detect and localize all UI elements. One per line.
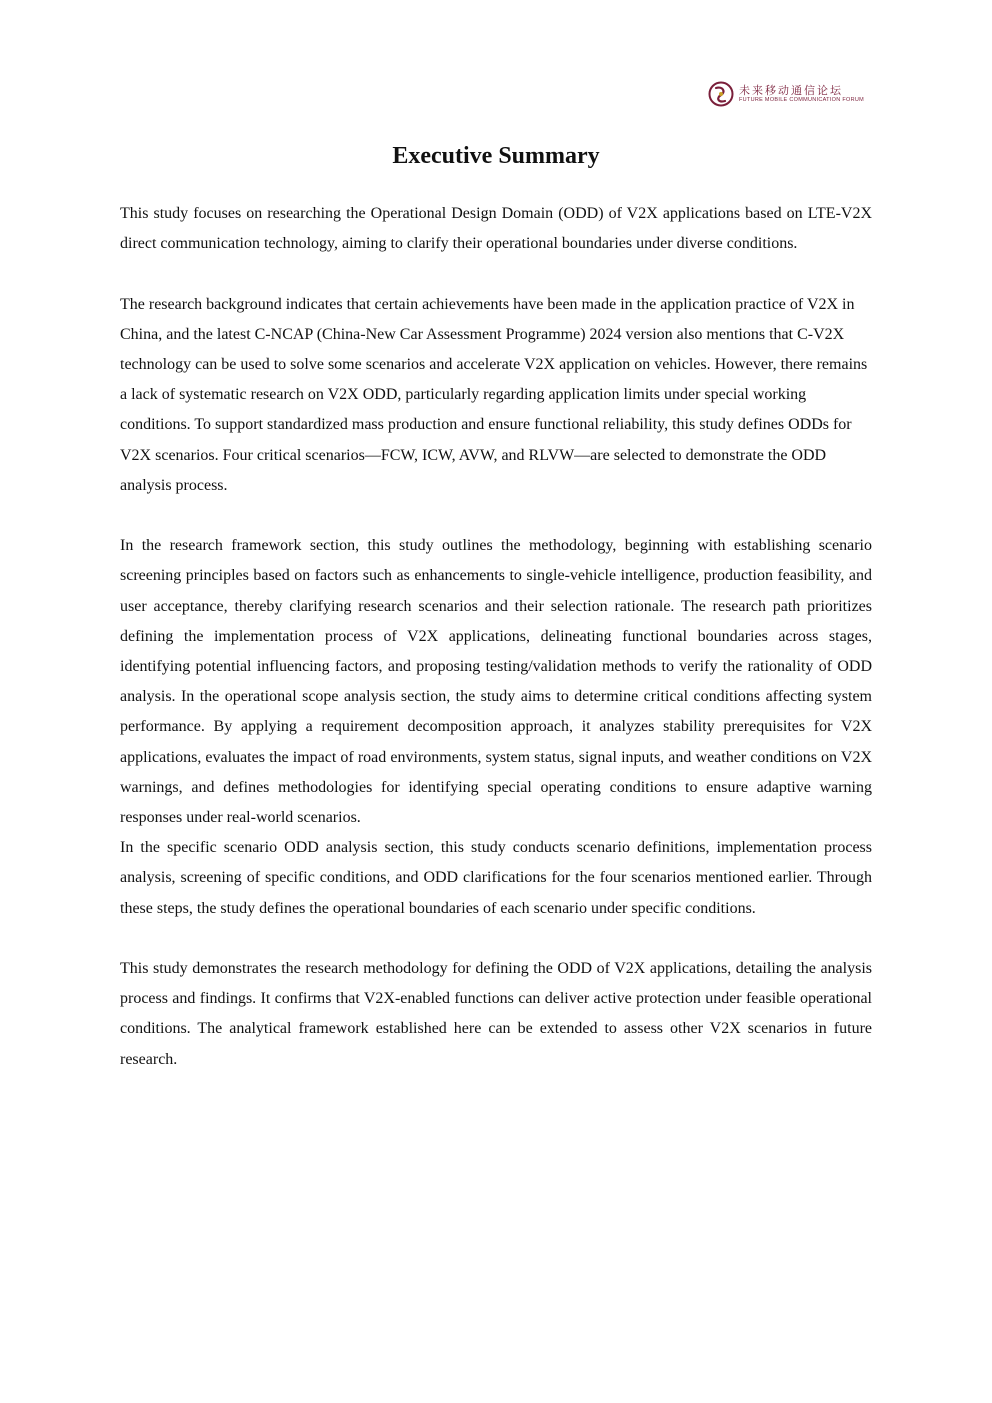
forum-logo bbox=[707, 80, 864, 110]
summary-body bbox=[120, 199, 872, 1075]
forum-logo-icon bbox=[707, 80, 735, 108]
paragraph-gap bbox=[120, 924, 872, 954]
page-title: Executive Summary bbox=[392, 143, 600, 169]
paragraph-intro: This study focuses on researching the Operational Design Domain (ODD) of V2X applications based on LTE-V2X direct communication technology, aiming to clarify their operational boundaries under diverse conditions. bbox=[120, 205, 872, 253]
paragraph-background: The research background indicates that certain achievements have been made in the application practice of V2X in China, and the latest C-NCAP (China-New Car Assessment Programme) 2024 version also mentions that C-V2X technology can be used to solve some scenarios and accelerate V2X application on vehicles. However, there remains a lack of systematic research on V2X ODD, particularly regarding application limits under special working conditions. To support standardized mass production and ensure functional reliability, this study defines ODDs for V2X scenarios. Four critical scenarios—FCW, ICW, AVW, and RLVW—are selected to demonstrate the ODD analysis process. bbox=[120, 295, 868, 494]
paragraph-framework: In the research framework section, this study outlines the methodology, beginning with establishing scenario screening principles based on factors such as enhancements to single-vehicle intelligence, production feasibility, and user acceptance, thereby clarifying research scenarios and their selection rationale. The research path prioritizes defining the implementation process of V2X applications, delineating functional boundaries across stages, identifying potential influencing factors, and proposing testing/validation methods to verify the rationality of ODD analysis. In the operational scope analysis section, the study aims to determine critical conditions affecting system performance. By applying a requirement decomposition approach, it analyzes stability prerequisites for V2X applications, evaluates the impact of road environments, system status, signal inputs, and weather conditions on V2X warnings, and defines methodologies for identifying special operating conditions to ensure adaptive warning responses under real-world scenarios. bbox=[120, 537, 872, 827]
logo-english-text: FUTURE MOBILE COMMUNICATION FORUM bbox=[739, 97, 864, 103]
paragraph-conclusion: This study demonstrates the research methodology for defining the ODD of V2X applications, detailing the analysis process and findings. It confirms that V2X-enabled functions can deliver active protection under feasible operational conditions. The analytical framework established here can be extended to assess other V2X scenarios in future research. bbox=[120, 960, 872, 1068]
paragraph-gap bbox=[120, 259, 872, 289]
paragraph-gap bbox=[120, 501, 872, 531]
logo-chinese-text: 未来移动通信论坛 bbox=[739, 84, 843, 97]
paragraph-scenario-analysis: In the specific scenario ODD analysis section, this study conducts scenario definitions, implementation process analysis, screening of specific conditions, and ODD clarifications for the four scenarios mentioned earlier. Through these steps, the study defines the operational boundaries of each scenario under specific conditions. bbox=[120, 839, 872, 917]
